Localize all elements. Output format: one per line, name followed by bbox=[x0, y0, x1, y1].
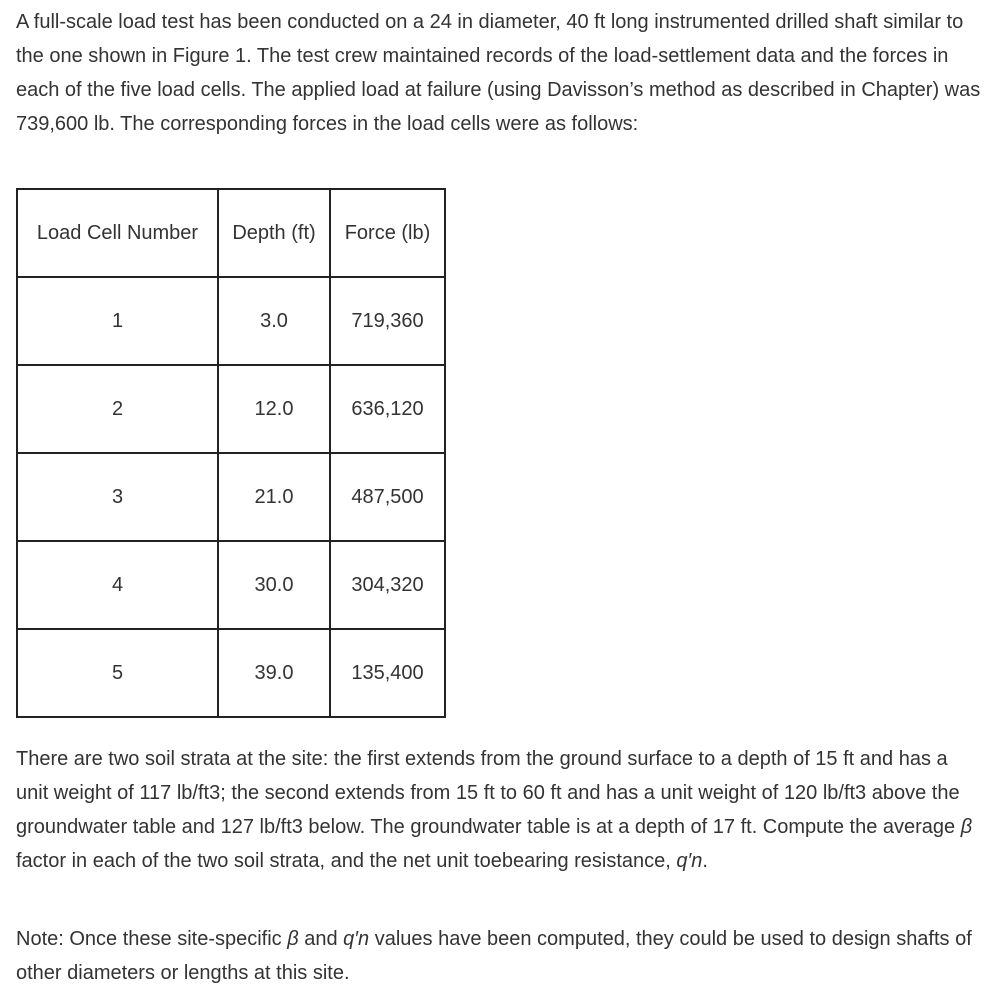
table-row bbox=[17, 453, 445, 541]
cell-force: 135,400 bbox=[330, 629, 445, 717]
header-load-cell-number: Load Cell Number bbox=[17, 189, 218, 277]
cell-load-cell-number: 3 bbox=[17, 453, 218, 541]
note-text: Note: Once these site-specific bbox=[16, 928, 288, 950]
cell-load-cell-number: 1 bbox=[17, 277, 218, 365]
cell-force: 719,360 bbox=[330, 277, 445, 365]
strata-text: There are two soil strata at the site: the first extends from the ground surface to a depth of 15 ft and has a unit weight of 117 lb/ft3; the second extends from 15 ft to 60 ft and has a unit weight of 120 lb/ft3 above the groundwater table and 127 lb/ft3 below. The groundwater table is at a depth of 17 ft. Compute the average bbox=[16, 748, 961, 838]
table-row bbox=[17, 365, 445, 453]
cell-force: 636,120 bbox=[330, 365, 445, 453]
note-text-3: values have been computed, they could be used to design shafts of other diameters or lengths at this site. bbox=[16, 928, 972, 984]
qn-symbol: q′n bbox=[676, 850, 703, 872]
table-row bbox=[17, 629, 445, 717]
cell-load-cell-number: 2 bbox=[17, 365, 218, 453]
cell-load-cell-number: 4 bbox=[17, 541, 218, 629]
header-depth: Depth (ft) bbox=[218, 189, 330, 277]
cell-depth: 3.0 bbox=[218, 277, 330, 365]
strata-text-2: factor in each of the two soil strata, and the net unit toebearing resistance, bbox=[16, 850, 677, 872]
cell-depth: 12.0 bbox=[218, 365, 330, 453]
table-row bbox=[17, 277, 445, 365]
qn-symbol: q′n bbox=[343, 928, 370, 950]
cell-force: 487,500 bbox=[330, 453, 445, 541]
cell-force: 304,320 bbox=[330, 541, 445, 629]
cell-load-cell-number: 5 bbox=[17, 629, 218, 717]
table-row bbox=[17, 541, 445, 629]
strata-end: . bbox=[702, 850, 708, 872]
cell-depth: 21.0 bbox=[218, 453, 330, 541]
beta-symbol: β bbox=[287, 928, 299, 950]
load-cell-table bbox=[16, 188, 446, 718]
cell-depth: 30.0 bbox=[218, 541, 330, 629]
strata-paragraph bbox=[16, 742, 982, 878]
header-force: Force (lb) bbox=[330, 189, 445, 277]
table-header-row bbox=[17, 189, 445, 277]
note-text-2: and bbox=[298, 928, 344, 950]
cell-depth: 39.0 bbox=[218, 629, 330, 717]
intro-paragraph: A full-scale load test has been conducted on a 24 in diameter, 40 ft long instrumented drilled shaft similar to the one shown in Figure 1. The test crew maintained records of the load-settlement data and the forces in each of the five load cells. The applied load at failure (using Davisson’s method as described in Chapter) was 739,600 lb. The corresponding forces in the load cells were as follows: bbox=[16, 11, 981, 135]
beta-symbol: β bbox=[960, 816, 973, 838]
note-paragraph bbox=[16, 922, 982, 990]
